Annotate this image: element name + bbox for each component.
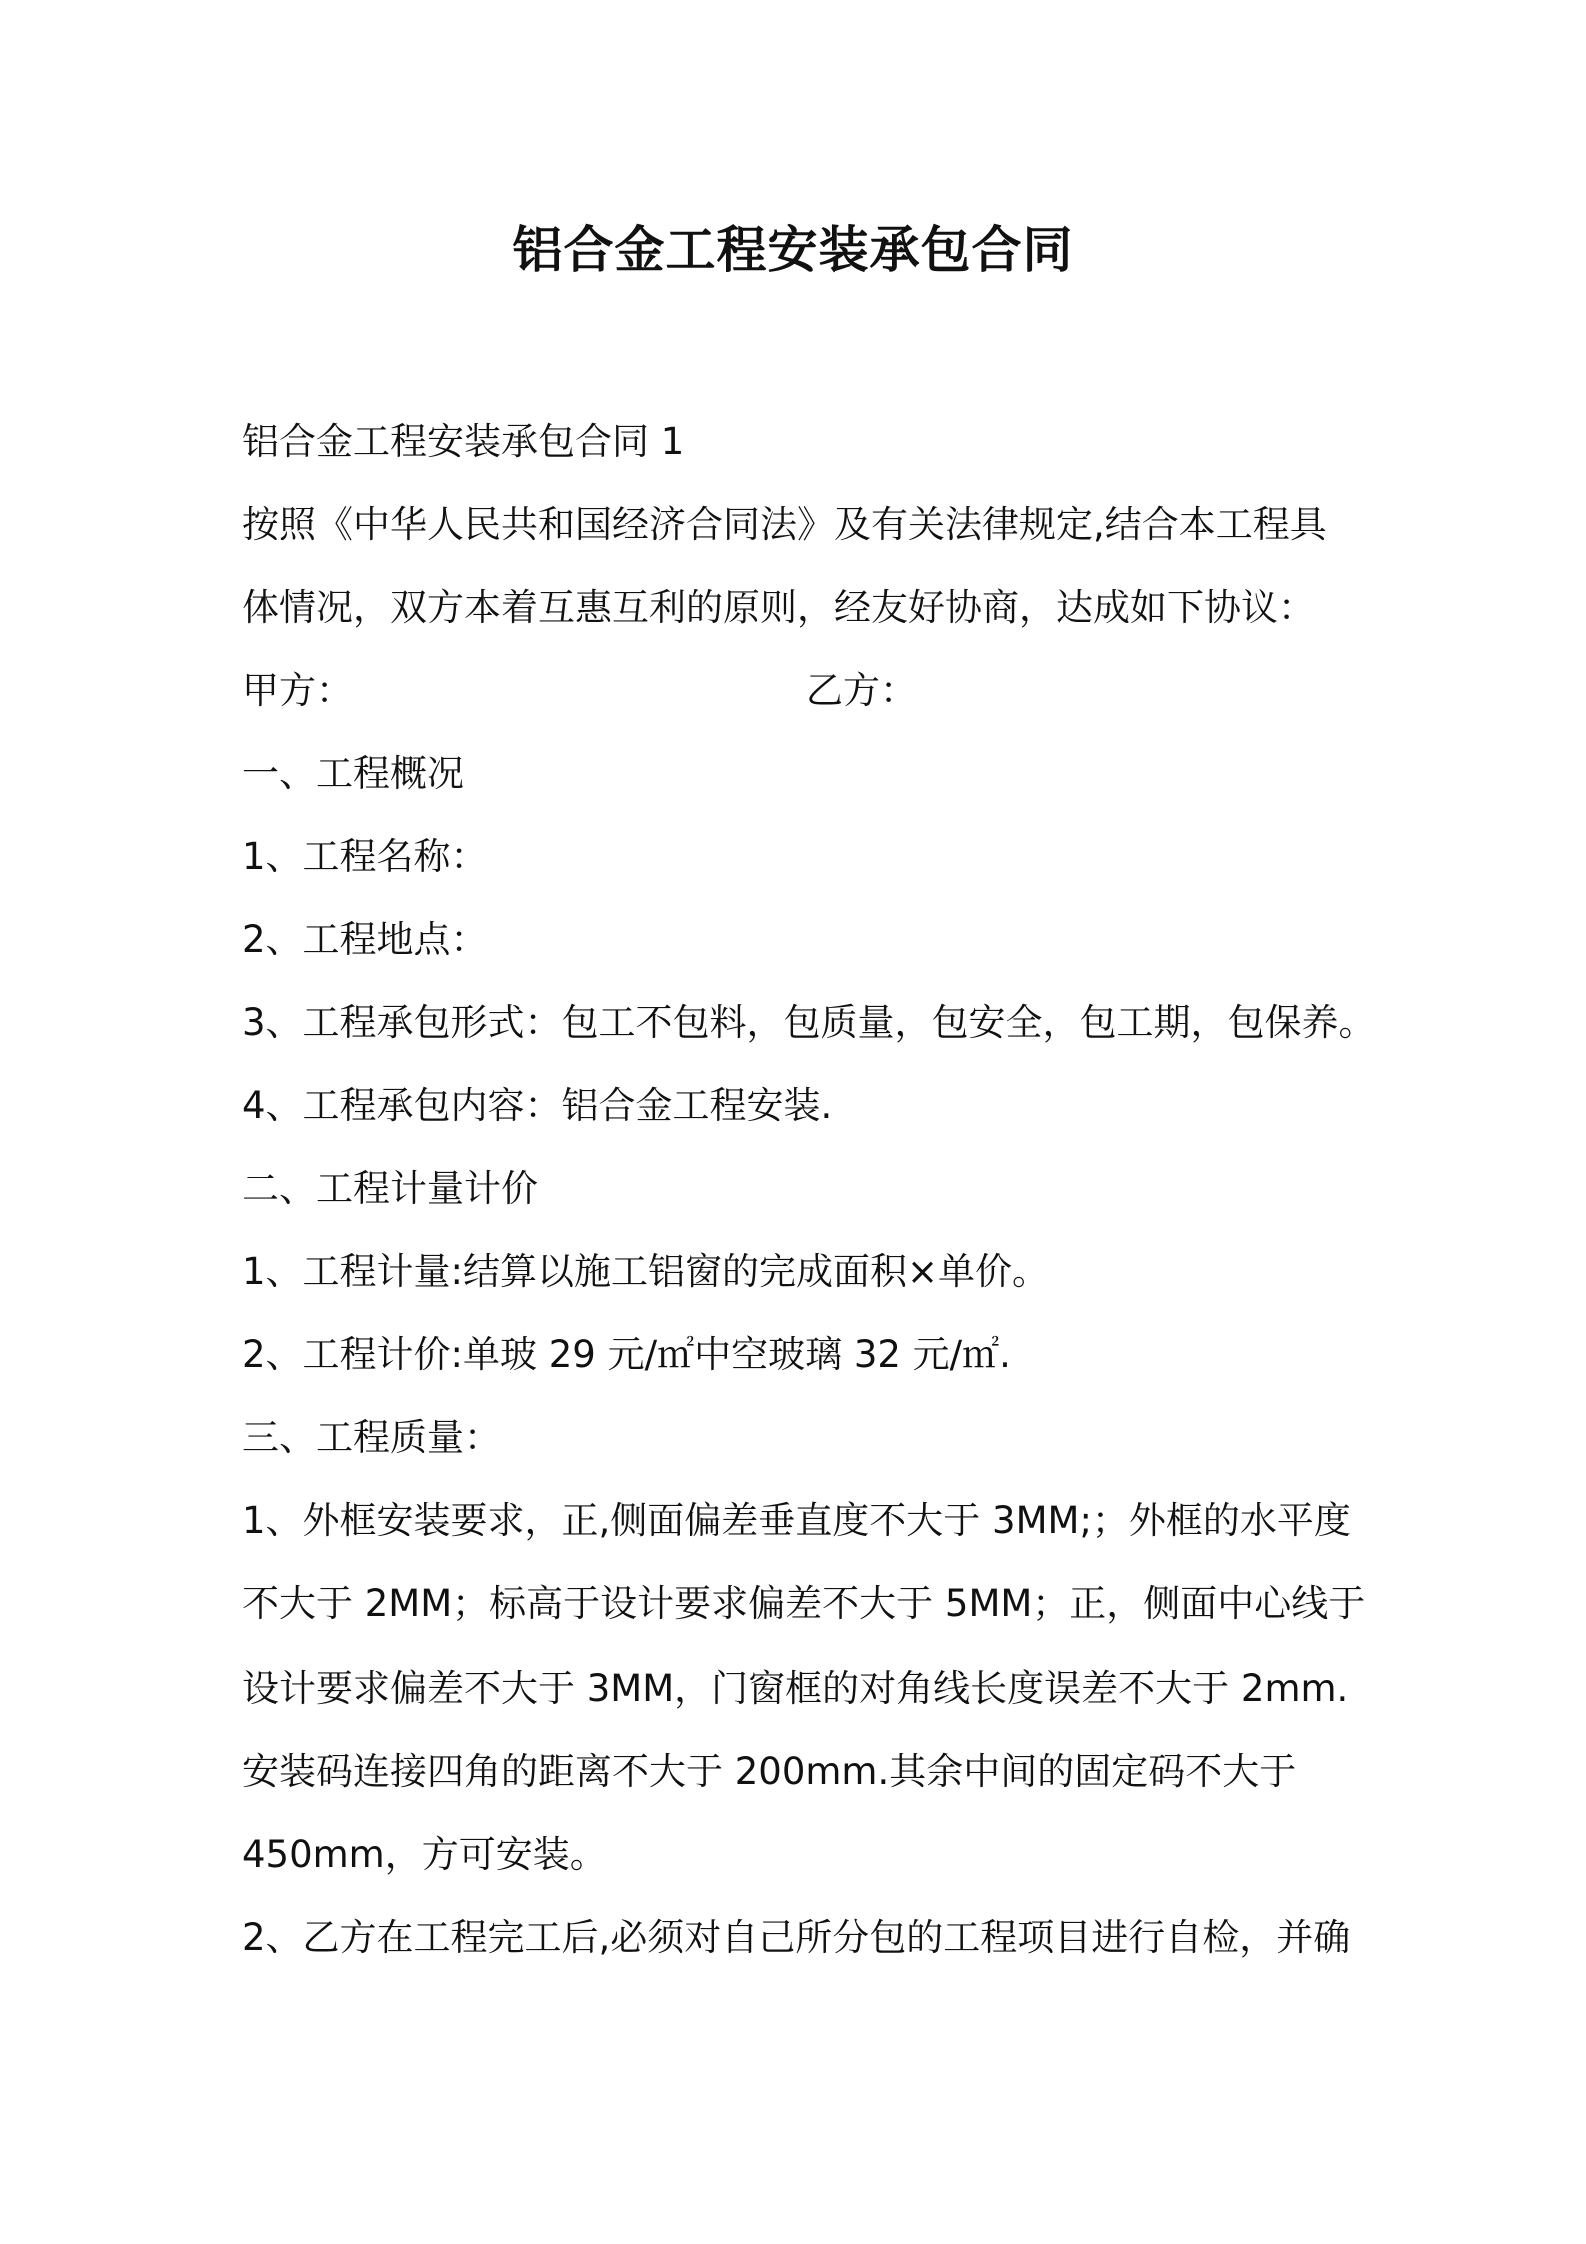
section-2-item-2: 2、工程计价:单玻 29 元/㎡中空玻璃 32 元/㎡. xyxy=(242,1333,1011,1376)
document-title: 铝合金工程安装承包合同 xyxy=(512,221,1074,279)
section-3-item-1-line-4: 安装码连接四角的距离不大于 200mm.其余中间的固定码不大于 xyxy=(242,1750,1297,1793)
section-3-item-1-line-5: 450mm，方可安装。 xyxy=(242,1833,607,1876)
section-2-heading: 二、工程计量计价 xyxy=(242,1167,538,1210)
section-1-item-3: 3、工程承包形式：包工不包料，包质量，包安全，包工期，包保养。 xyxy=(242,1001,1376,1044)
section-3-item-1-line-1: 1、外框安装要求，正,侧面偏差垂直度不大于 3MM;；外框的水平度 xyxy=(242,1499,1351,1542)
section-1-item-1: 1、工程名称： xyxy=(242,835,488,878)
section-1-item-2: 2、工程地点： xyxy=(242,918,488,961)
parties-row xyxy=(242,667,1342,715)
section-3-heading: 三、工程质量： xyxy=(242,1416,501,1459)
section-2-item-1: 1、工程计量:结算以施工铝窗的完成面积×单价。 xyxy=(242,1250,1050,1293)
section-1-item-4: 4、工程承包内容：铝合金工程安装. xyxy=(242,1084,833,1127)
intro-line-1: 按照《中华人民共和国经济合同法》及有关法律规定,结合本工程具 xyxy=(242,503,1327,546)
intro-line-2: 体情况，双方本着互惠互利的原则，经友好协商，达成如下协议： xyxy=(242,586,1315,629)
party-a-label: 甲方： xyxy=(242,669,353,712)
section-3-item-1-line-3: 设计要求偏差不大于 3MM，门窗框的对角线长度误差不大于 2mm. xyxy=(242,1667,1349,1710)
section-3-item-2-line-1: 2、乙方在工程完工后,必须对自己所分包的工程项目进行自检，并确 xyxy=(242,1916,1351,1959)
document-subtitle: 铝合金工程安装承包合同 1 xyxy=(242,420,685,463)
section-1-heading: 一、工程概况 xyxy=(242,752,464,795)
section-3-item-1-line-2: 不大于 2MM；标高于设计要求偏差不大于 5MM；正，侧面中心线于 xyxy=(242,1582,1366,1625)
party-b-label: 乙方： xyxy=(806,669,917,712)
